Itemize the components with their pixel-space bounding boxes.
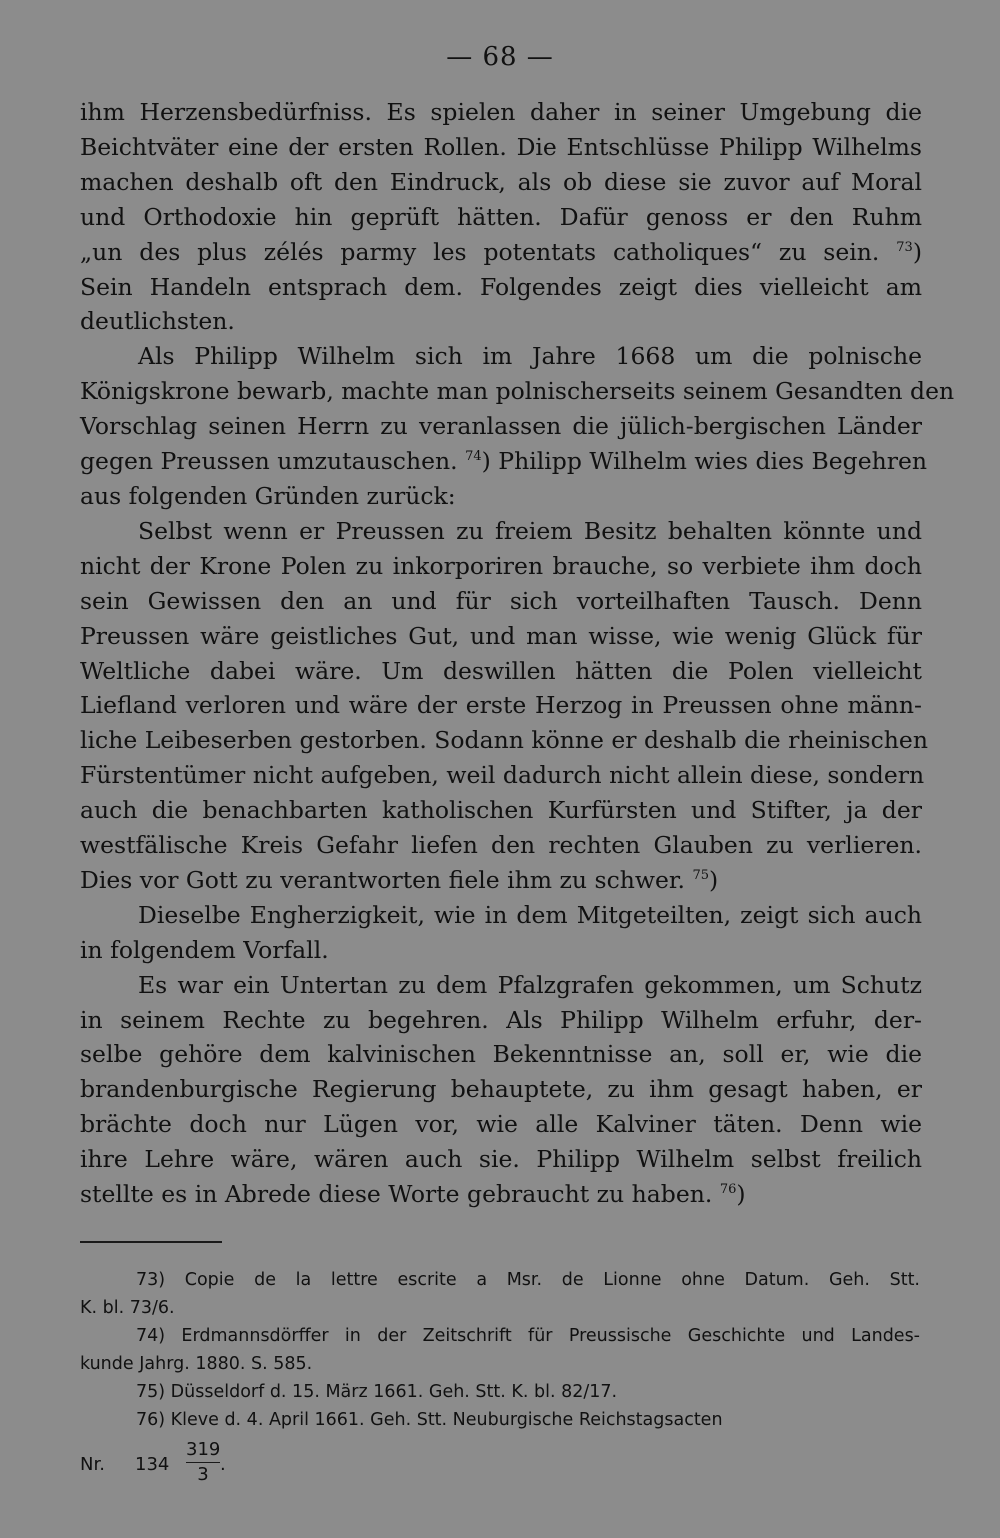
fraction-denominator: 3 xyxy=(197,1464,209,1485)
text-line xyxy=(80,654,922,689)
paragraph xyxy=(80,95,922,339)
line-text: machen deshalb oft den Eindruck, als ob diese sie zuvor auf Moral xyxy=(80,167,922,196)
footnote-ref[interactable]: 74 xyxy=(465,449,482,465)
text-line xyxy=(80,549,922,584)
line-text: Dies vor Gott zu verantworten fiele ihm zu schwer. xyxy=(80,865,686,894)
footnote-line-continued: kunde Jahrg. 1880. S. 585. xyxy=(80,1354,313,1374)
line-text: liche Leibeserben gestorben. Sodann könne er deshalb die rheinischen xyxy=(80,726,928,755)
line-text: nicht der Krone Polen zu inkorporiren brauche, so verbiete ihm doch xyxy=(80,551,922,580)
line-text: auch die benachbarten katholischen Kurfürsten und Stifter, ja der xyxy=(80,796,922,825)
text-line xyxy=(80,933,922,968)
text-line xyxy=(80,688,922,723)
line-text: Vorschlag seinen Herrn zu veranlassen die jülich-bergischen Länder xyxy=(80,412,922,441)
fraction-bar xyxy=(186,1462,220,1463)
footnote-divider xyxy=(80,1241,222,1243)
line-text: brandenburgische Regierung behauptete, zu ihm gesagt haben, er xyxy=(80,1075,922,1104)
text-line xyxy=(80,828,922,863)
line-text: Liefland verloren und wäre der erste Herzog in Preussen ohne männ- xyxy=(80,691,922,720)
text-line xyxy=(80,165,922,200)
text-line xyxy=(80,409,922,444)
paragraph xyxy=(80,968,922,1212)
text-line xyxy=(80,898,922,933)
text-line xyxy=(80,339,922,374)
footnotes xyxy=(80,1266,920,1434)
line-text: gegen Preussen umzutauschen. xyxy=(80,447,458,476)
signature-trailing: . xyxy=(220,1454,226,1475)
line-text: Königskrone bewarb, machte man polnischerseits seinem Gesandten den xyxy=(80,377,955,406)
line-text: Preussen wäre geistliches Gut, und man wisse, wie wenig Glück für xyxy=(80,621,922,650)
line-text: brächte doch nur Lügen vor, wie alle Kalviner täten. Denn wie xyxy=(80,1110,922,1139)
line-text: Es war ein Untertan zu dem Pfalzgrafen gekommen, um Schutz xyxy=(138,970,922,999)
paragraph xyxy=(80,514,928,898)
page-number: — 68 — xyxy=(446,42,554,72)
footnote-ref[interactable]: 76 xyxy=(719,1182,737,1198)
text-line xyxy=(80,793,922,828)
line-text: Selbst wenn er Preussen zu freiem Besitz behalten könnte und xyxy=(138,516,922,545)
line-text: Weltliche dabei wäre. Um deswillen hätten die Polen vielleicht xyxy=(80,656,922,685)
line-text: Beichtväter eine der ersten Rollen. Die Entschlüsse Philipp Wilhelms xyxy=(80,132,922,161)
text-line xyxy=(80,1003,922,1038)
fraction-numerator: 319 xyxy=(186,1439,221,1460)
line-text: „un des plus zélés parmy les potentats catholiques“ zu sein. xyxy=(80,237,880,266)
text-line: „un des plus zélés parmy les potentats catholiques“ zu sein. $^{73}$) xyxy=(80,237,922,266)
text-line xyxy=(80,1142,922,1177)
text-line xyxy=(80,304,922,339)
line-text: Sein Handeln entsprach dem. Folgendes zeigt dies vielleicht am xyxy=(80,272,922,301)
text-line xyxy=(80,968,922,1003)
footnote-line: 75) Düsseldorf d. 15. März 1661. Geh. Stt. K. bl. 82/17. xyxy=(136,1382,618,1402)
line-text: aus folgenden Gründen zurück: xyxy=(80,481,456,510)
footnote-line-continued: K. bl. 73/6. xyxy=(80,1298,175,1318)
footnote-line: 73) Copie de la lettre escrite a Msr. de Lionne ohne Datum. Geh. Stt. xyxy=(136,1270,920,1290)
signature-label: Nr. xyxy=(80,1454,105,1475)
line-text: und Orthodoxie hin geprüft hätten. Dafür genoss er den Ruhm xyxy=(80,202,922,231)
footnote-ref[interactable]: 73 xyxy=(896,239,913,255)
text-line xyxy=(80,584,922,619)
text-line xyxy=(80,514,922,549)
line-text: westfälische Kreis Gefahr liefen den rechten Glauben zu verlieren. xyxy=(80,831,922,860)
text-line xyxy=(80,270,922,305)
paragraph xyxy=(80,339,955,514)
text-line xyxy=(80,758,925,793)
body-text xyxy=(80,95,955,1212)
line-text: Fürstentümer nicht aufgeben, weil dadurch nicht allein diese, sondern xyxy=(80,761,925,790)
text-line: stellte es in Abrede diese Worte gebraucht zu haben. $^{76}$) xyxy=(80,1180,746,1209)
line-text: Dieselbe Engherzigkeit, wie in dem Mitgeteilten, zeigt sich auch xyxy=(138,900,922,929)
signature-fraction xyxy=(186,1440,220,1485)
text-line xyxy=(80,1072,922,1107)
line-text: in folgendem Vorfall. xyxy=(80,935,329,964)
line-text: ihre Lehre wäre, wären auch sie. Philipp Wilhelm selbst freilich xyxy=(80,1145,922,1174)
text-line: gegen Preussen umzutauschen. $^{74}$) Philipp Wilhelm wies dies Begehren xyxy=(80,447,928,476)
line-text: selbe gehöre dem kalvinischen Bekenntnisse an, soll er, wie die xyxy=(80,1040,922,1069)
text-line xyxy=(80,723,928,758)
line-text: deutlichsten. xyxy=(80,307,235,336)
text-line xyxy=(80,479,922,514)
text-line xyxy=(80,200,922,235)
text-line xyxy=(80,374,955,409)
text-line xyxy=(80,95,922,130)
line-text: Als Philipp Wilhelm sich im Jahre 1668 um die polnische xyxy=(138,342,922,371)
line-text: stellte es in Abrede diese Worte gebraucht zu haben. xyxy=(80,1180,713,1209)
text-line xyxy=(80,619,922,654)
text-line xyxy=(80,1107,922,1142)
line-text: in seinem Rechte zu begehren. Als Philipp Wilhelm erfuhr, der- xyxy=(80,1005,922,1034)
line-text: ihm Herzensbedürfniss. Es spielen daher in seiner Umgebung die xyxy=(80,98,922,126)
signature-number: 134 xyxy=(135,1454,170,1475)
text-line xyxy=(80,1037,922,1072)
footnote-line: 74) Erdmannsdörffer in der Zeitschrift für Preussische Geschichte und Landes- xyxy=(136,1326,920,1346)
text-line xyxy=(80,130,922,165)
line-text-continued: Philipp Wilhelm wies dies Begehren xyxy=(490,447,928,476)
paragraph xyxy=(80,898,922,968)
text-line: Dies vor Gott zu verantworten fiele ihm zu schwer. $^{75}$) xyxy=(80,865,719,894)
footnote-ref[interactable]: 75 xyxy=(692,867,710,883)
footnote-line: 76) Kleve d. 4. April 1661. Geh. Stt. Neuburgische Reichstagsacten xyxy=(136,1410,723,1430)
line-text: sein Gewissen den an und für sich vorteilhaften Tausch. Denn xyxy=(80,586,922,615)
